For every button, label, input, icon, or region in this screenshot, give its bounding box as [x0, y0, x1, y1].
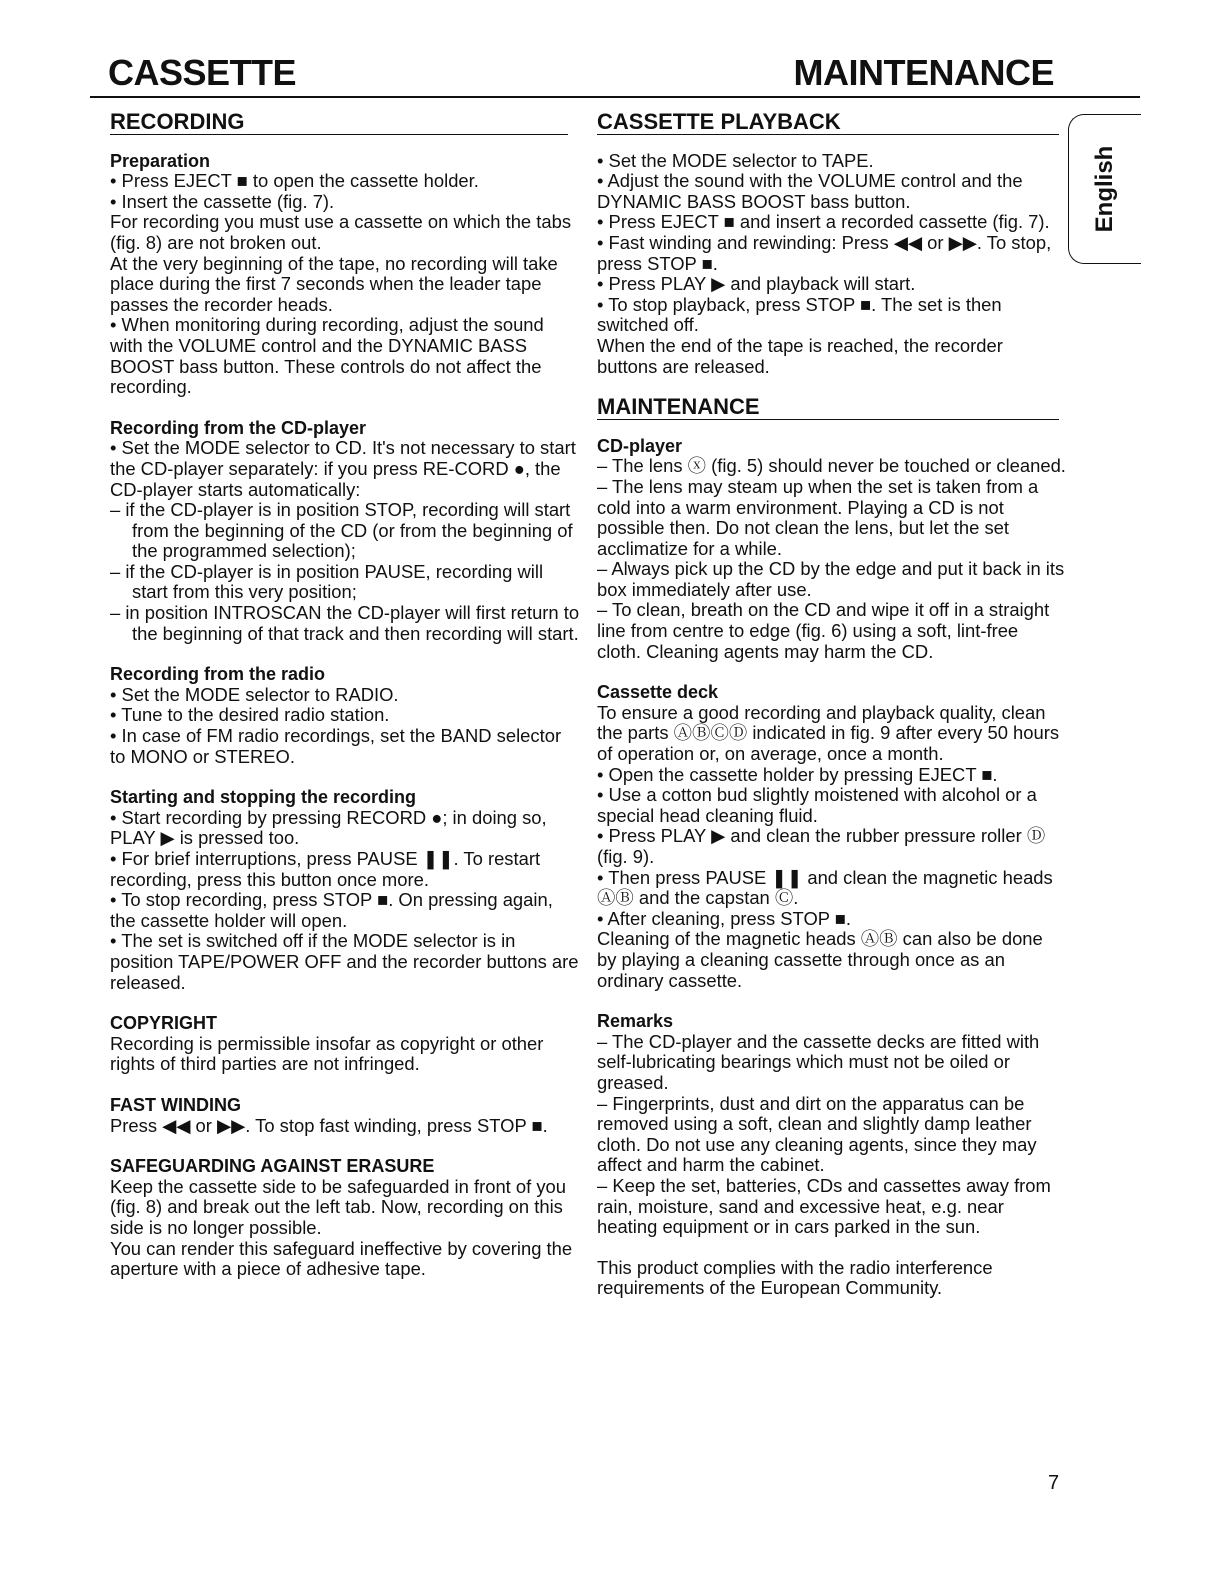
fast-winding-heading: FAST WINDING — [110, 1094, 241, 1115]
left-column — [110, 109, 580, 1300]
language-tab-label: English — [1091, 145, 1118, 233]
paragraph: • Tune to the desired radio station. — [110, 704, 390, 726]
fast-winding-block — [110, 1095, 580, 1136]
paragraph: • Set the MODE selector to CD. It's not necessary to start the CD-player separately: if you press RE-CORD ●, the CD-player starts automatically: — [110, 437, 576, 500]
paragraph: Recording is permissible insofar as copyright or other rights of third parties are not infringed. — [110, 1032, 544, 1075]
paragraph: – Always pick up the CD by the edge and put it back in its box immediately after use. — [597, 558, 1065, 600]
paragraph: • Fast winding and rewinding: Press ◀◀ or ▶▶. To stop, press STOP ■. — [597, 231, 1052, 274]
cd-recording-block — [110, 418, 580, 645]
paragraph: • Press EJECT ■ to open the cassette holder. — [110, 170, 479, 192]
paragraph: • Press PLAY ▶ and clean the rubber pressure roller Ⓓ (fig. 9). — [597, 825, 1046, 867]
paragraph: • Use a cotton bud slightly moistened with alcohol or a special head cleaning fluid. — [597, 784, 1037, 826]
paragraph: – The lens may steam up when the set is taken from a cold into a warm environment. Playing a CD is not possible then. Do not clean the lens, but let the set acclimatize for a while. — [597, 475, 1039, 559]
recording-title: RECORDING — [110, 112, 568, 135]
copyright-block — [110, 1013, 580, 1075]
radio-recording-heading: Recording from the radio — [110, 664, 326, 685]
paragraph: • Then press PAUSE ❚❚ and clean the magnetic heads ⒶⒷ and the capstan Ⓒ. — [597, 866, 1053, 909]
paragraph: For recording you must use a cassette on which the tabs (fig. 8) are not broken out. — [110, 211, 572, 253]
maintenance-title: MAINTENANCE — [597, 397, 1059, 420]
paragraph: Keep the cassette side to be safeguarded in front of you (fig. 8) and break out the left tab. Now, recording on this side is no longer possible. — [110, 1175, 566, 1238]
cd-player-heading: CD-player — [597, 435, 683, 456]
paragraph: • Open the cassette holder by pressing EJECT ■. — [597, 763, 998, 785]
paragraph: – Fingerprints, dust and dirt on the apparatus can be removed using a soft, clean and slightly damp leather cloth. Do not use any cleaning agents, since they may affect and harm the cabinet. — [597, 1092, 1037, 1176]
paragraph: • Press EJECT ■ and insert a recorded cassette (fig. 7). — [597, 211, 1050, 233]
copyright-heading: COPYRIGHT — [110, 1013, 218, 1034]
cassette-playback-title: CASSETTE PLAYBACK — [597, 112, 1059, 135]
paragraph: • In case of FM radio recordings, set the BAND selector to MONO or STEREO. — [110, 725, 562, 767]
paragraph: • Set the MODE selector to TAPE. — [597, 149, 874, 171]
header-right-title: MAINTENANCE — [793, 52, 1054, 93]
preparation-block — [110, 151, 580, 398]
list-item: – in position INTROSCAN the CD-player will first return to the beginning of that track and then recording will start. — [110, 602, 580, 644]
safeguard-heading: SAFEGUARDING AGAINST ERASURE — [110, 1156, 435, 1177]
remarks-heading: Remarks — [597, 1011, 674, 1032]
paragraph: • Press PLAY ▶ and playback will start. — [597, 273, 916, 295]
cd-recording-heading: Recording from the CD-player — [110, 417, 367, 438]
compliance-block — [597, 1258, 1067, 1299]
paragraph: • Start recording by pressing RECORD ●; in doing so, PLAY ▶ is pressed too. — [110, 806, 547, 849]
header-left-title: CASSETTE — [108, 52, 297, 93]
cd-player-block — [597, 436, 1067, 663]
paragraph: – The CD-player and the cassette decks are fitted with self-lubricating bearings which must not be oiled or greased. — [597, 1030, 1040, 1093]
radio-recording-block — [110, 664, 580, 767]
paragraph: • Insert the cassette (fig. 7). — [110, 190, 335, 212]
paragraph: When the end of the tape is reached, the recorder buttons are released. — [597, 334, 1003, 377]
start-stop-block — [110, 787, 580, 993]
paragraph: • To stop recording, press STOP ■. On pressing again, the cassette holder will open. — [110, 889, 553, 931]
paragraph: Press ◀◀ or ▶▶. To stop fast winding, press STOP ■. — [110, 1114, 548, 1136]
list-item: – if the CD-player is in position STOP, recording will start from the beginning of the CD (or from the beginning of the programmed selection); — [110, 499, 573, 562]
paragraph: – Keep the set, batteries, CDs and cassettes away from rain, moisture, sand and excessive heat, e.g. near heating equipment or in cars parked in the sun. — [597, 1174, 1051, 1238]
paragraph: • When monitoring during recording, adjust the sound with the VOLUME control and the DYNAMIC BASS BOOST bass button. These controls do not affect the recording. — [110, 314, 544, 398]
language-tab — [1068, 114, 1141, 264]
paragraph: • After cleaning, press STOP ■. — [597, 907, 852, 929]
paragraph: Cleaning of the magnetic heads ⒶⒷ can also be done by playing a cleaning cassette through once as an ordinary cassette. — [597, 928, 1043, 991]
paragraph: • For brief interruptions, press PAUSE ❚❚. To restart recording, press this button once more. — [110, 848, 541, 890]
page-number: 7 — [1048, 1472, 1060, 1494]
compliance-text: This product complies with the radio interference requirements of the European Community. — [597, 1256, 993, 1299]
safeguard-block — [110, 1156, 580, 1280]
paragraph: – To clean, breath on the CD and wipe it off in a straight line from centre to edge (fig. 6) using a soft, lint-free cloth. Cleaning agents may harm the CD. — [597, 599, 1050, 662]
paragraph: • To stop playback, press STOP ■. The set is then switched off. — [597, 293, 1002, 336]
paragraph: You can render this safeguard ineffective by covering the aperture with a piece of adhesive tape. — [110, 1237, 573, 1280]
paragraph: At the very beginning of the tape, no recording will take place during the first 7 seconds when the leader tape passes the recorder heads. — [110, 252, 558, 315]
paragraph: • The set is switched off if the MODE selector is in position TAPE/POWER OFF and the recorder buttons are released. — [110, 930, 579, 993]
start-stop-heading: Starting and stopping the recording — [110, 787, 416, 808]
right-column — [597, 109, 1067, 1319]
paragraph: – The lens ⓧ (fig. 5) should never be touched or cleaned. — [597, 455, 1066, 477]
page-header — [108, 52, 1140, 100]
paragraph: • Adjust the sound with the VOLUME control and the DYNAMIC BASS BOOST bass button. — [597, 170, 1023, 212]
remarks-block — [597, 1011, 1067, 1238]
playback-block — [597, 151, 1067, 378]
preparation-heading: Preparation — [110, 150, 211, 171]
header-rule — [90, 96, 1140, 98]
paragraph: • Set the MODE selector to RADIO. — [110, 683, 399, 705]
list-item: – if the CD-player is in position PAUSE, recording will start from this very position; — [110, 560, 544, 603]
paragraph: To ensure a good recording and playback quality, clean the parts ⒶⒷⒸⒹ indicated in fig. 9 after every 50 hours of operation or, on average, once a month. — [597, 701, 1060, 765]
cassette-deck-block — [597, 682, 1067, 991]
cassette-deck-heading: Cassette deck — [597, 682, 719, 703]
